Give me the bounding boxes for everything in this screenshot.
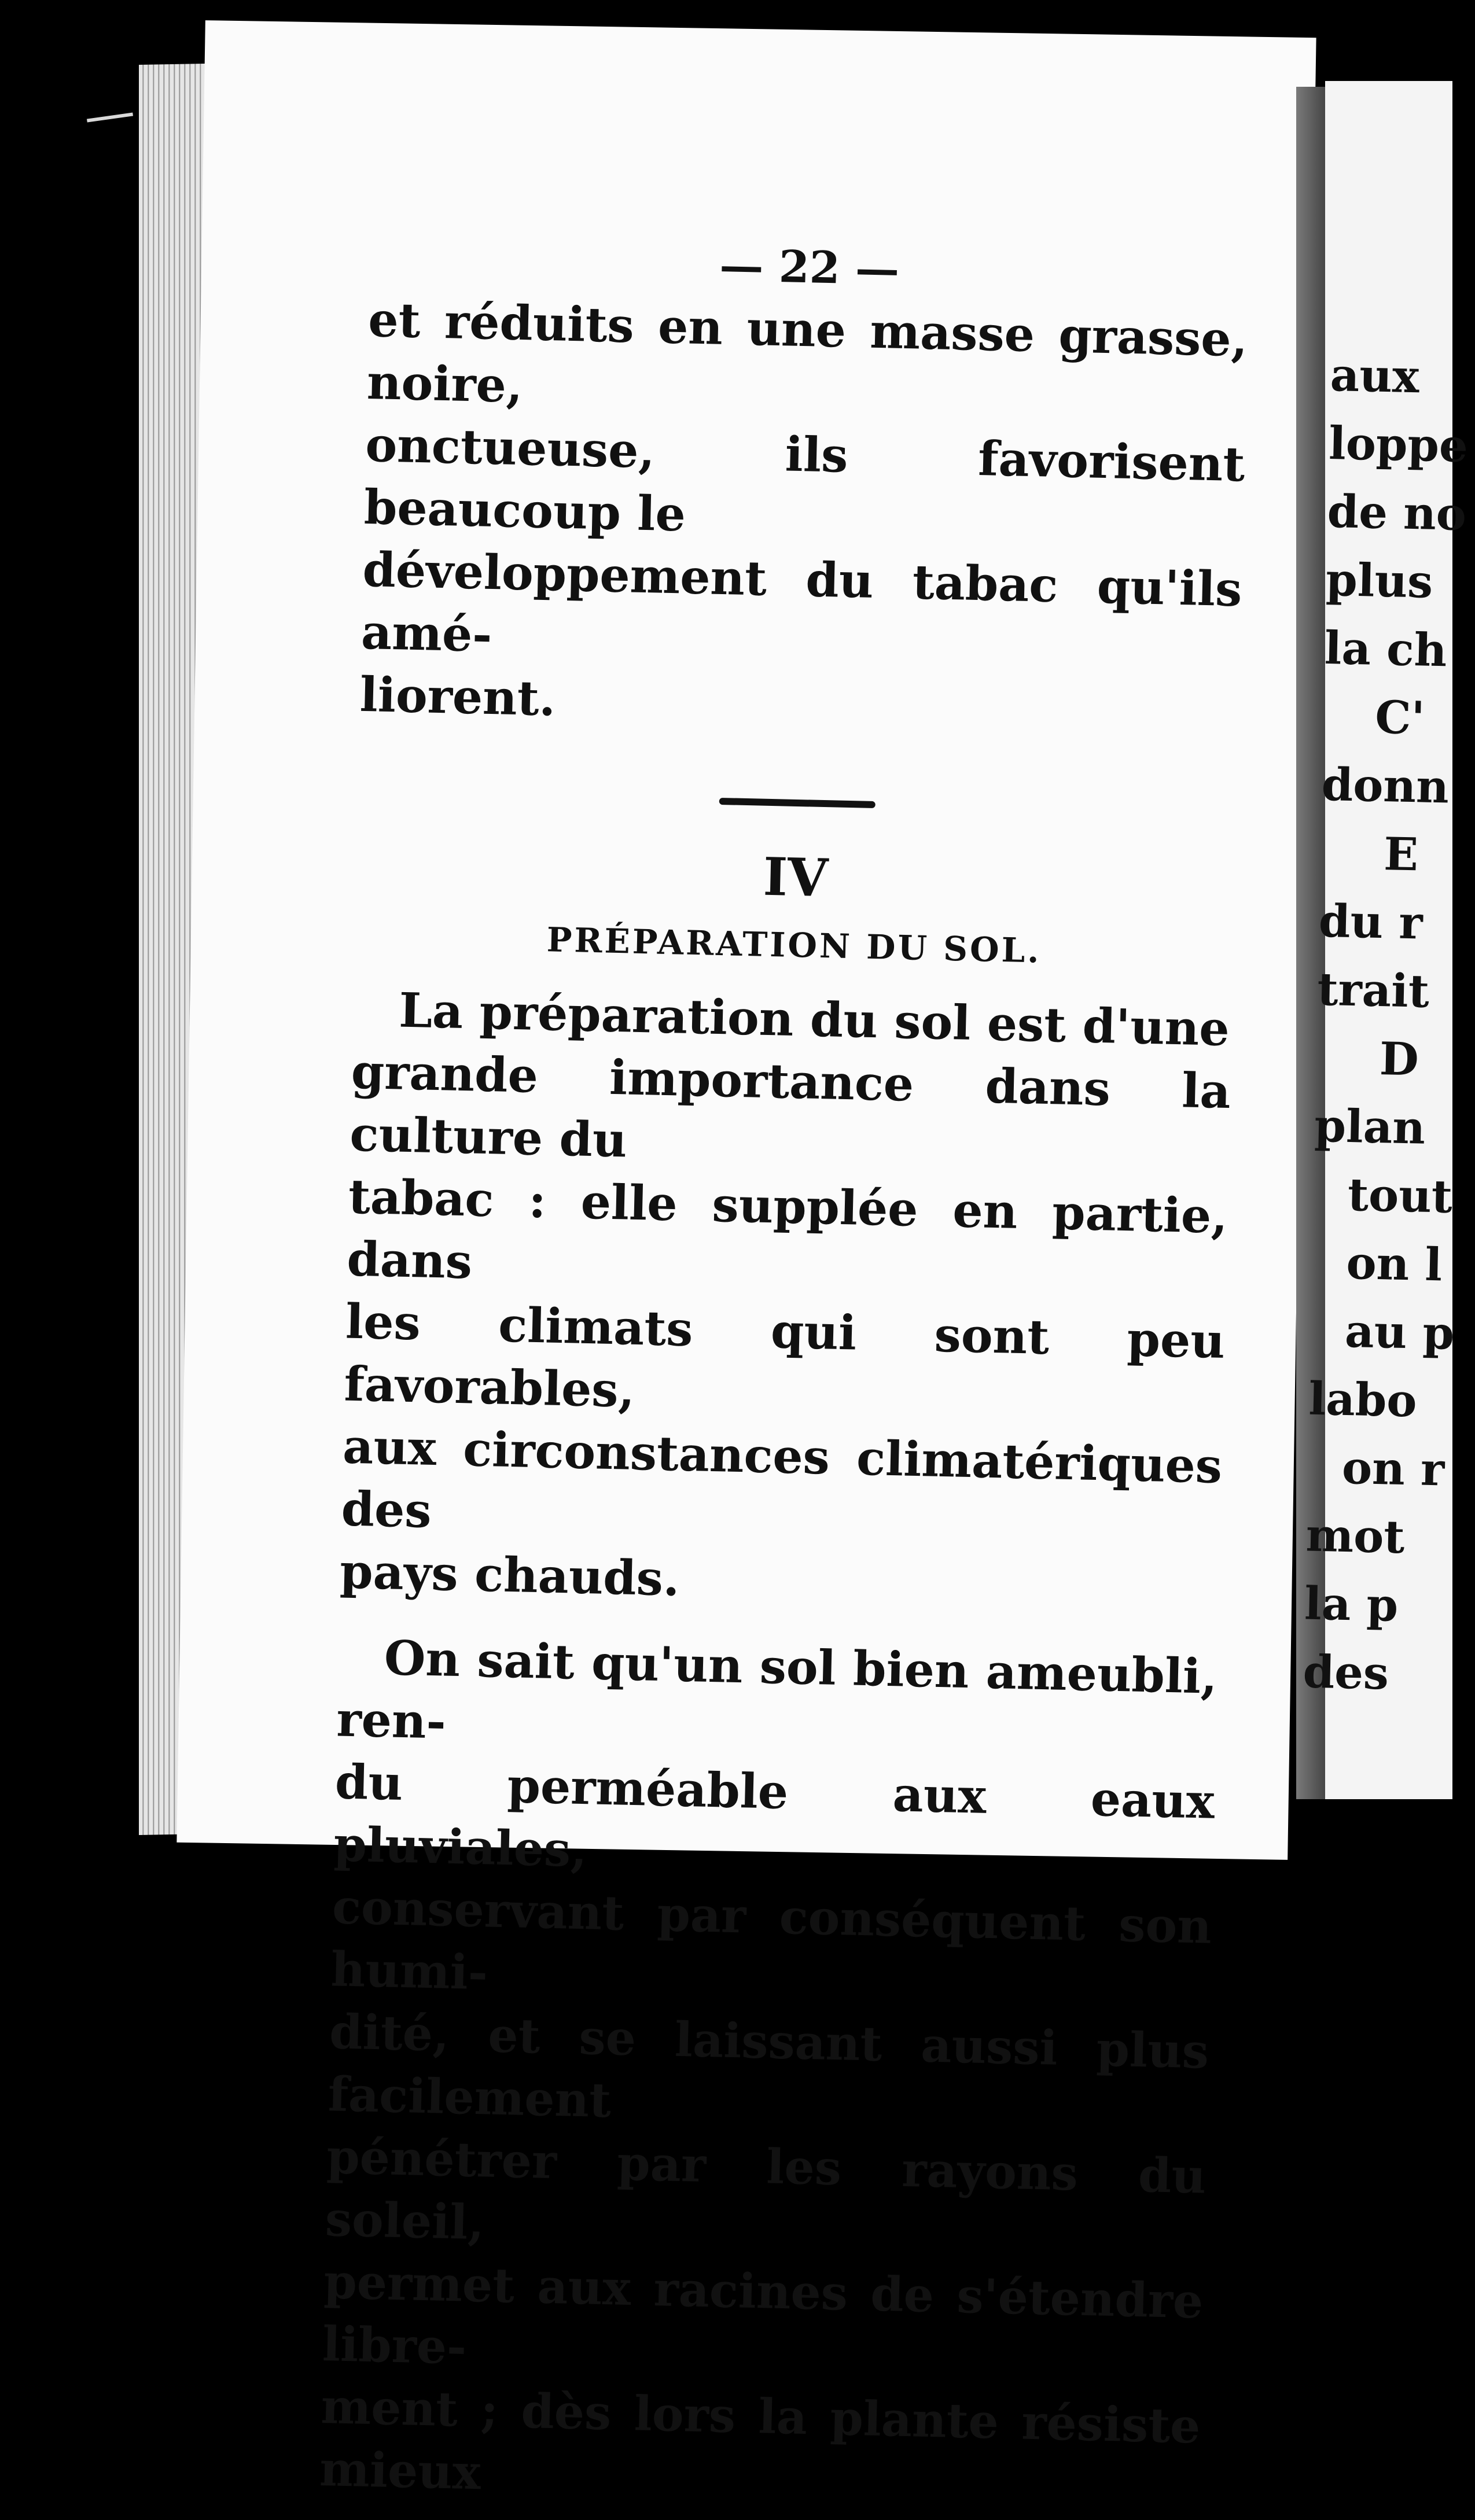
text-line: onctueuse, ils favorisent beaucoup le <box>363 417 1246 543</box>
page-number: — 22 — <box>719 239 900 295</box>
text-line: aux circonstances climatériques des <box>340 1419 1223 1539</box>
text-line: et réduits en une masse grasse, noire, <box>366 292 1249 414</box>
text-line: dité, et se laissant aussi plus facilement <box>327 2004 1210 2129</box>
text-line: liorent. <box>359 666 557 727</box>
fragment-line: tout <box>1347 1168 1453 1224</box>
text-line: les climats qui sont peu favorables, <box>343 1294 1226 1419</box>
fragment-line: loppe <box>1328 417 1469 473</box>
fragment-line: on l <box>1345 1236 1443 1292</box>
fragment-line: donn <box>1320 758 1450 814</box>
text-line: grande importance dans la culture du <box>349 1044 1231 1169</box>
fragment-line: trait <box>1316 963 1430 1018</box>
fragment-line: des <box>1302 1645 1389 1700</box>
section-divider <box>719 798 876 808</box>
text-line: pays chauds. <box>339 1543 681 1607</box>
text-line: tabac : elle supplée en partie, dans <box>346 1169 1228 1290</box>
paragraph <box>319 1626 1218 2520</box>
fragment-line: E <box>1383 828 1419 882</box>
fragment-line: on r <box>1341 1441 1445 1497</box>
text-line: développement du tabac qu'ils amé- <box>361 541 1243 663</box>
section-number: IV <box>762 846 829 909</box>
text-line: du perméable aux eaux pluviales, <box>333 1754 1215 1878</box>
page-text-block <box>319 231 1250 2520</box>
fragment-line: C' <box>1374 691 1426 745</box>
fragment-line: au p <box>1344 1305 1455 1360</box>
text-line: La préparation du sol est d'une <box>398 982 1230 1058</box>
fragment-line: aux <box>1329 348 1420 404</box>
fragment-line: la ch <box>1323 621 1448 677</box>
fragment-line: plan <box>1314 1099 1426 1155</box>
fragment-line: labo <box>1308 1372 1418 1428</box>
text-line: ment ; dès lors la plante résiste mieux <box>319 2379 1201 2501</box>
fragment-line: de no <box>1326 485 1467 541</box>
text-line: pénétrer par les rayons du soleil, <box>324 2129 1207 2251</box>
fragment-line: mot <box>1305 1509 1406 1564</box>
fragment-line: D <box>1379 1033 1419 1086</box>
fragment-line: la p <box>1304 1577 1399 1632</box>
fragment-line: plus <box>1325 553 1434 609</box>
text-line: permet aux racines de s'étendre libre- <box>322 2254 1204 2375</box>
text-line: conservant par conséquent son humi- <box>330 1879 1212 2001</box>
paragraph <box>339 978 1233 1623</box>
section-title: PRÉPARATION DU SOL. <box>546 920 1042 971</box>
text-line: On sait qu'un sol bien ameubli, ren- <box>336 1630 1218 1750</box>
fragment-line: du r <box>1318 894 1423 950</box>
continuation-paragraph <box>359 289 1249 746</box>
